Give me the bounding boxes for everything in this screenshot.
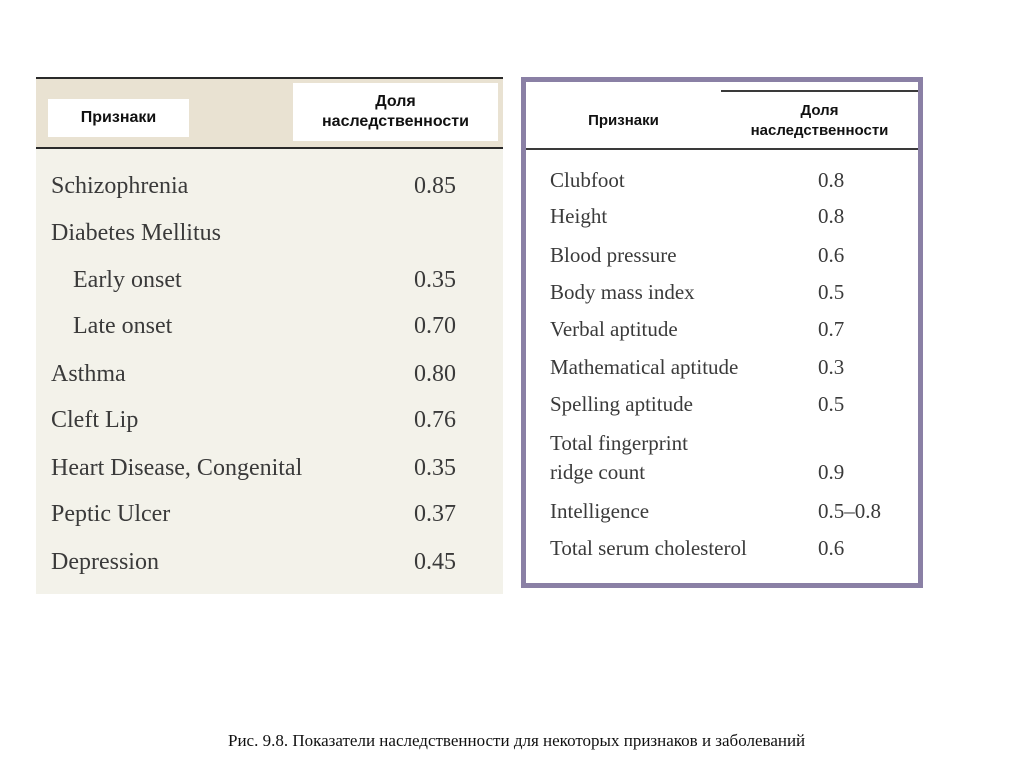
- column-header-heritability: Доля наследственности: [721, 90, 918, 150]
- row-trait-name: Peptic Ulcer: [51, 501, 171, 527]
- trait-heritability-table: [521, 77, 923, 588]
- row-trait-name: Cleft Lip: [51, 407, 139, 433]
- row-trait-name: ridge count: [550, 460, 646, 484]
- row-trait-name: Total fingerprint: [550, 431, 688, 455]
- row-heritability-value: 0.76: [414, 407, 456, 433]
- table-row: [36, 313, 503, 343]
- table-row: [36, 220, 503, 250]
- row-heritability-value: 0.5: [818, 392, 845, 416]
- table-row: [36, 361, 503, 391]
- row-trait-name: Clubfoot: [550, 168, 625, 192]
- row-heritability-value: 0.8: [818, 168, 845, 192]
- row-trait-name: Height: [550, 204, 608, 228]
- row-trait-name: Body mass index: [550, 280, 695, 304]
- table-row: [36, 407, 503, 437]
- row-trait-name: Early onset: [73, 267, 182, 293]
- disease-heritability-table: [36, 77, 503, 594]
- row-heritability-value: 0.35: [414, 455, 456, 481]
- row-heritability-value: 0.5–0.8: [818, 499, 881, 523]
- row-trait-name: Depression: [51, 549, 159, 575]
- row-trait-name: Diabetes Mellitus: [51, 220, 221, 246]
- table-row: [36, 549, 503, 579]
- row-heritability-value: 0.6: [818, 243, 845, 267]
- column-header-heritability: Доля наследственности: [293, 83, 498, 141]
- row-heritability-value: 0.9: [818, 460, 845, 484]
- row-trait-name: Blood pressure: [550, 243, 677, 267]
- row-trait-name: Heart Disease, Congenital: [51, 455, 303, 481]
- row-trait-name: Intelligence: [550, 499, 650, 523]
- table-row: [36, 267, 503, 297]
- row-heritability-value: 0.3: [818, 355, 845, 379]
- row-heritability-value: 0.37: [414, 501, 456, 527]
- table-row: [36, 173, 503, 203]
- row-trait-name: Verbal aptitude: [550, 317, 678, 341]
- column-header-trait: Признаки: [588, 111, 659, 129]
- row-heritability-value: 0.8: [818, 204, 845, 228]
- row-trait-name: Asthma: [51, 361, 126, 387]
- row-trait-name: Spelling aptitude: [550, 392, 693, 416]
- row-trait-name: Late onset: [73, 313, 173, 339]
- figure-caption: Рис. 9.8. Показатели наследственности для некоторых признаков и заболеваний: [228, 731, 806, 750]
- table-header-rule: [526, 148, 918, 150]
- row-heritability-value: 0.35: [414, 267, 456, 293]
- row-heritability-value: 0.7: [818, 317, 845, 341]
- row-heritability-value: 0.5: [818, 280, 845, 304]
- column-header-trait: Признаки: [48, 99, 189, 137]
- row-heritability-value: 0.70: [414, 313, 456, 339]
- row-trait-name: Total serum cholesterol: [550, 536, 747, 560]
- row-trait-name: Schizophrenia: [51, 173, 189, 199]
- table-row: [36, 501, 503, 531]
- table-row: [36, 455, 503, 485]
- row-heritability-value: 0.45: [414, 549, 456, 575]
- row-trait-name: Mathematical aptitude: [550, 355, 739, 379]
- row-heritability-value: 0.80: [414, 361, 456, 387]
- table-header-rule: [36, 147, 503, 149]
- row-heritability-value: 0.6: [818, 536, 845, 560]
- row-heritability-value: 0.85: [414, 173, 456, 199]
